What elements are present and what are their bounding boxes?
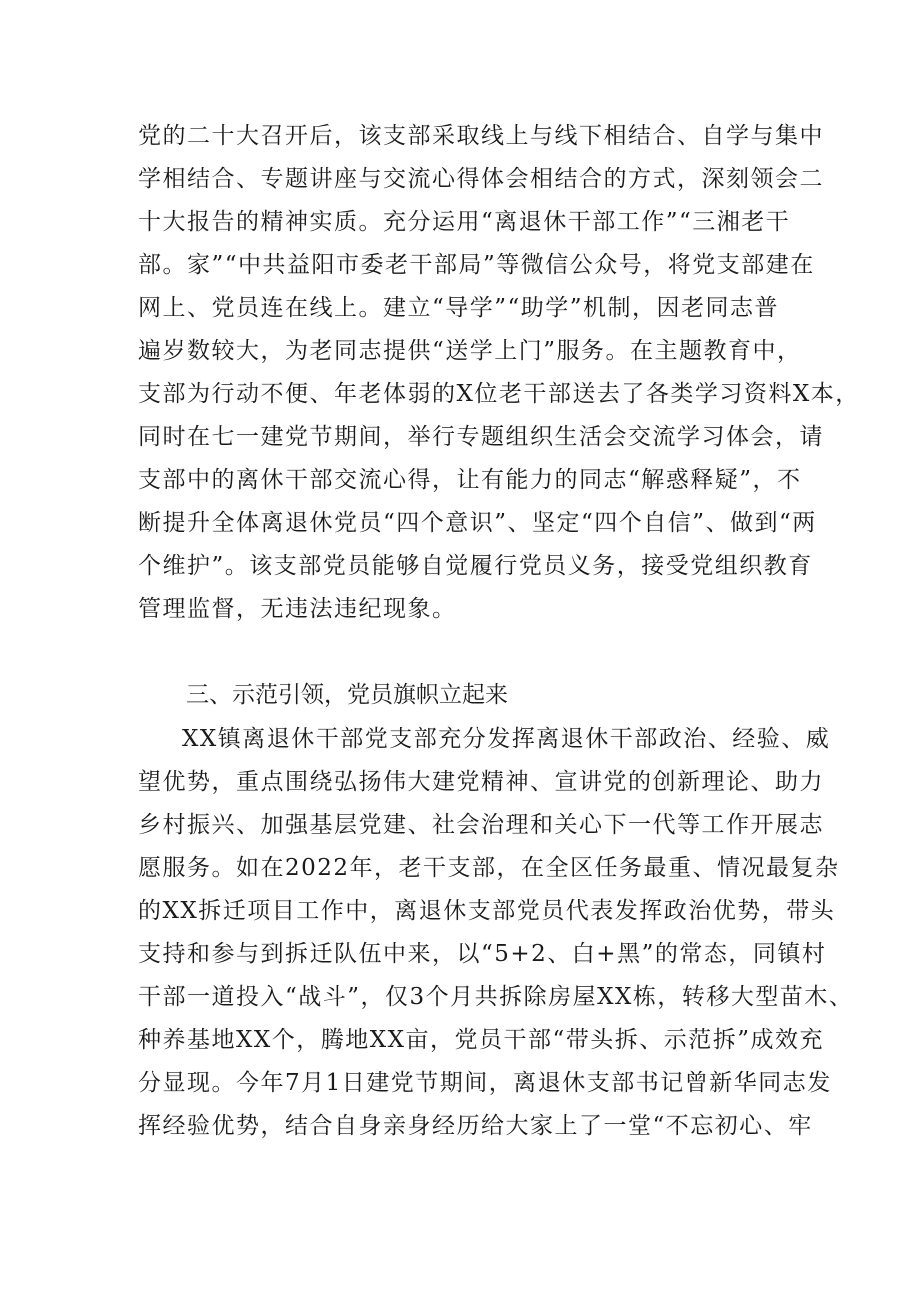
paragraph-line: 断提升全体离退休党员“四个意识”、坚定“四个自信”、做到“两	[138, 510, 817, 536]
paragraph-line: 干部一道投入“战斗”，仅3个月共拆除房屋XX栋，转移大型苗木、	[138, 984, 854, 1010]
paragraph-line: 遍岁数较大，为老同志提供“送学上门”服务。在主题教育中，	[138, 338, 802, 364]
paragraph-line: 种养基地XX个，腾地XX亩，党员干部“带头拆、示范拆”成效充	[138, 1027, 825, 1053]
paragraph-demonstration	[138, 718, 854, 1148]
paragraph-line: 个维护”。该支部党员能够自觉履行党员义务，接受党组织教育	[138, 553, 813, 579]
paragraph-line: 部。家”“中共益阳市委老干部局”等微信公众号，将党支部建在	[138, 252, 815, 278]
paragraph-line: 网上、党员连在线上。建立“导学”“助学”机制，因老同志普	[138, 295, 780, 321]
paragraph-line: 管理监督，无违法违纪现象。	[138, 596, 457, 622]
paragraph-study	[138, 115, 860, 631]
paragraph-line: 党的二十大召开后，该支部采取线上与线下相结合、自学与集中	[138, 123, 824, 149]
paragraph-line: 支部为行动不便、年老体弱的X位老干部送去了各类学习资料X本，	[138, 381, 860, 407]
paragraph-line: 的XX拆迁项目工作中，离退休支部党员代表发挥政治优势，带头	[138, 898, 836, 924]
paragraph-line: 分显现。今年7月1日建党节期间，离退休支部书记曾新华同志发	[138, 1070, 832, 1096]
paragraph-line: 支持和参与到拆迁队伍中来，以“5+2、白+黑”的常态，同镇村	[138, 941, 827, 967]
paragraph-line: 愿服务。如在2022年，老干支部，在全区任务最重、情况最复杂	[138, 855, 840, 881]
paragraph-line: 挥经验优势，结合自身亲身经历给大家上了一堂“不忘初心、牢	[138, 1113, 813, 1139]
paragraph-line: 支部中的离休干部交流心得，让有能力的同志“解惑释疑”，不	[138, 467, 802, 493]
paragraph-line: 同时在七一建党节期间，举行专题组织生活会交流学习体会，请	[138, 424, 824, 450]
paragraph-line: XX镇离退休干部党支部充分发挥离退休干部政治、经验、威	[182, 726, 831, 752]
paragraph-line: 望优势，重点围绕弘扬伟大建党精神、宣讲党的创新理论、助力	[138, 769, 824, 795]
section-heading: 三、示范引领，党员旗帜立起来	[186, 682, 508, 708]
paragraph-line: 乡村振兴、加强基层党建、社会治理和关心下一代等工作开展志	[138, 812, 824, 838]
paragraph-line: 十大报告的精神实质。充分运用“离退休干部工作”“三湘老干	[138, 209, 791, 235]
paragraph-line: 学相结合、专题讲座与交流心得体会相结合的方式，深刻领会二	[138, 166, 824, 192]
